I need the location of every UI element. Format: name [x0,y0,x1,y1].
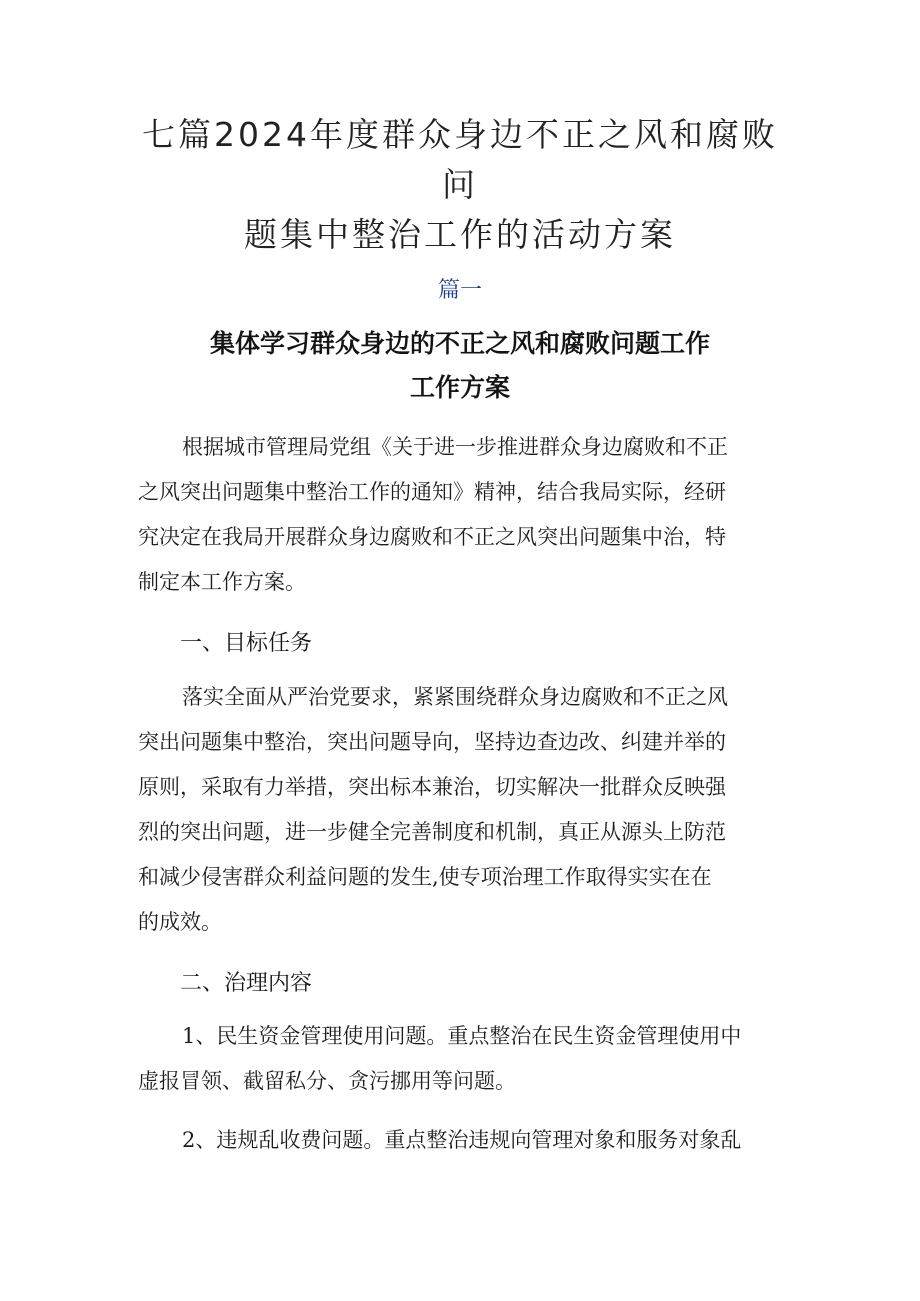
paragraph-line: 1、民生资金管理使用问题。重点整治在民生资金管理使用中 [182,1024,742,1048]
paragraph-line: 突出问题集中整治，突出问题导向，坚持边查边改、纠建并举的 [138,730,726,754]
plan-subtitle-line: 工作方案 [409,373,510,402]
paragraph-line: 的成效。 [138,910,222,934]
part-label: 篇一 [437,278,482,303]
section-heading-goals: 一、目标任务 [180,631,313,656]
document-title-line: 题集中整治工作的活动方案 [244,215,676,254]
document-title-line: 七篇2024年度群众身边不正之风和腐败问 [142,115,778,204]
paragraph-line: 制定本工作方案。 [138,570,306,594]
content-item-1 [138,1014,798,1104]
paragraph-line: 原则，采取有力举措，突出标本兼治，切实解决一批群众反映强 [138,775,726,799]
paragraph-line: 和减少侵害群众利益问题的发生,使专项治理工作取得实实在在 [138,865,712,889]
goals-paragraph [138,675,798,945]
paragraph-line: 根据城市管理局党组《关于进一步推进群众身边腐败和不正 [182,435,728,459]
paragraph-line: 烈的突出问题，进一步健全完善制度和机制，真正从源头上防范 [138,820,726,844]
paragraph-line: 虚报冒领、截留私分、贪污挪用等问题。 [138,1069,516,1093]
paragraph-line: 2、违规乱收费问题。重点整治违规向管理对象和服务对象乱 [182,1128,742,1152]
paragraph-line: 之风突出问题集中整治工作的通知》精神，结合我局实际，经研 [138,480,726,504]
content-item-2 [138,1118,798,1163]
intro-paragraph [138,425,798,605]
plan-subtitle [100,322,820,410]
paragraph-line: 究决定在我局开展群众身边腐败和不正之风突出问题集中治，特 [138,525,726,549]
plan-subtitle-line: 集体学习群众身边的不正之风和腐败问题工作 [209,329,710,358]
section-heading-content: 二、治理内容 [180,971,313,996]
document-title [130,110,790,260]
paragraph-line: 落实全面从严治党要求，紧紧围绕群众身边腐败和不正之风 [182,685,728,709]
